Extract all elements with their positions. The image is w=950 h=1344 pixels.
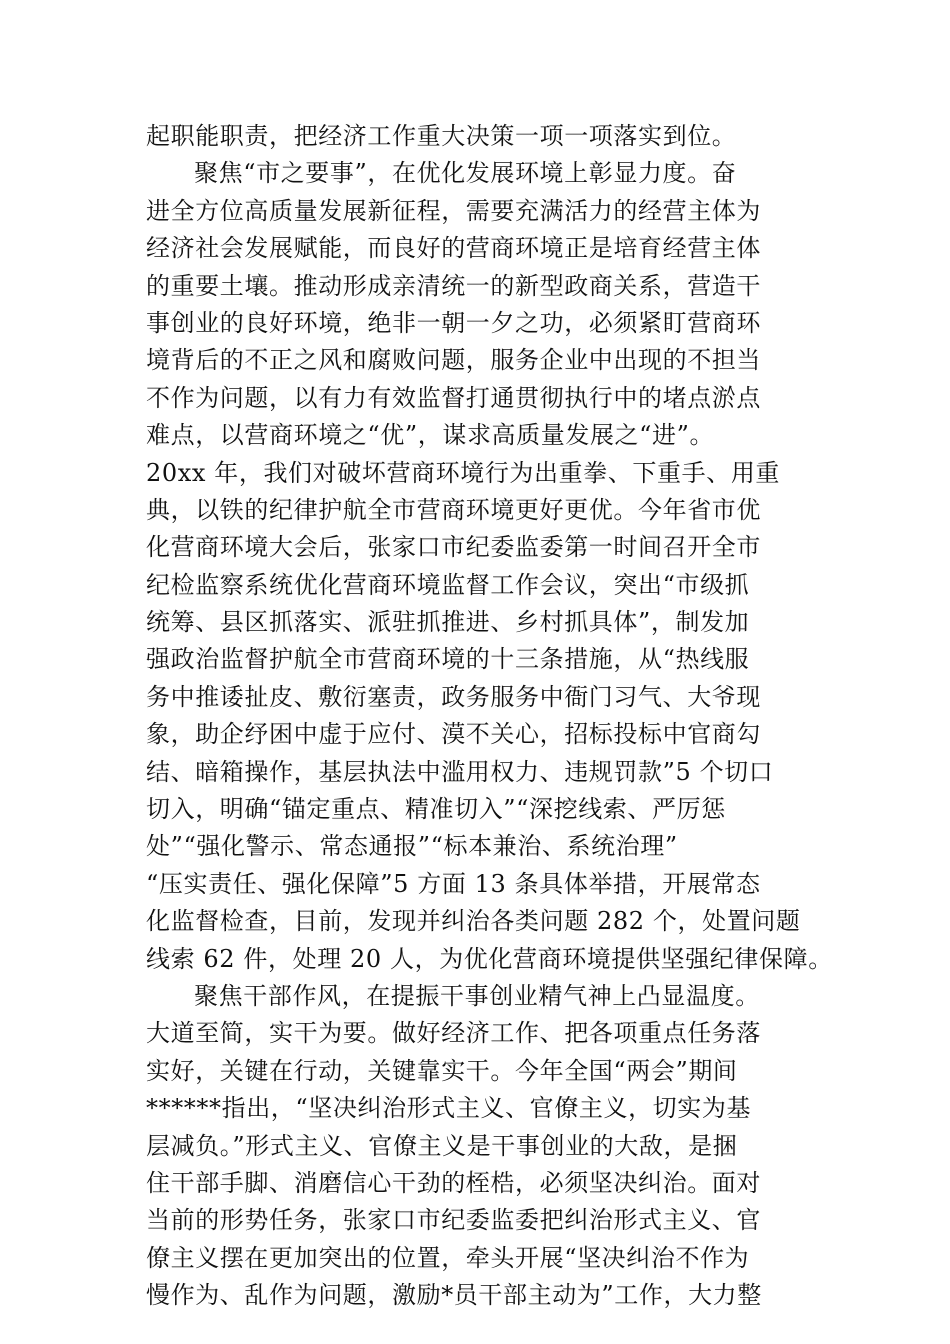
text-line: 处”“强化警示、常态通报”“标本兼治、系统治理” [146,832,678,861]
text-line: 统筹、县区抓落实、派驻抓推进、乡村抓具体”，制发加 [146,608,750,637]
text-line: 大道至简，实干为要。做好经济工作、把各项重点任务落 [146,1019,761,1048]
text-line: 结、暗箱操作，基层执法中滥用权力、违规罚款”5 个切口 [146,757,774,786]
paragraph-start-line: 聚焦“市之要事”，在优化发展环境上彰显力度。奋 [194,159,737,188]
text-line: 不作为问题，以有力有效监督打通贯彻执行中的堵点淤点 [146,383,761,412]
paragraph-start-line: 聚焦干部作风，在提振干事创业精气神上凸显温度。 [194,981,760,1010]
text-line: 化监督检查，目前，发现并纠治各类问题 282 个，处置问题 [146,907,801,936]
text-line: 切入，明确“锚定重点、精准切入”“深挖线索、严厉惩 [146,795,726,824]
text-line: 实好，关键在行动，关键靠实干。今年全国“两会”期间 [146,1056,738,1085]
text-line: 难点，以营商环境之“优”，谋求高质量发展之“进”。 [146,421,715,450]
text-line: 经济社会发展赋能，而良好的营商环境正是培育经营主体 [146,234,761,263]
text-line: 线索 62 件，处理 20 人，为优化营商环境提供坚强纪律保障。 [146,944,833,973]
text-line: 化营商环境大会后，张家口市纪委监委第一时间召开全市 [146,533,761,562]
text-line: 层减负。”形式主义、官僚主义是干事创业的大敌，是捆 [146,1131,738,1160]
text-line: 强政治监督护航全市营商环境的十三条措施，从“热线服 [146,645,750,674]
text-line: 象，助企纾困中虚于应付、漠不关心，招标投标中官商勾 [146,720,761,749]
text-line: 当前的形势任务，张家口市纪委监委把纠治形式主义、官 [146,1206,761,1235]
text-line: 20xx 年，我们对破坏营商环境行为出重拳、下重手、用重 [146,458,781,487]
text-line: 典，以铁的纪律护航全市营商环境更好更优。今年省市优 [146,495,761,524]
text-line: 事创业的良好环境，绝非一朝一夕之功，必须紧盯营商环 [146,308,761,337]
text-line: 务中推诿扯皮、敷衍塞责，政务服务中衙门习气、大爷现 [146,682,761,711]
document-body [146,118,836,1315]
text-line: 进全方位高质量发展新征程，需要充满活力的经营主体为 [146,196,761,225]
text-line: 僚主义摆在更加突出的位置，牵头开展“坚决纠治不作为 [146,1243,750,1272]
text-line: “压实责任、强化保障”5 方面 13 条具体举措，开展常态 [146,869,761,898]
text-line: ******指出，“坚决纠治形式主义、官僚主义，切实为基 [146,1094,752,1123]
text-line: 起职能职责，把经济工作重大决策一项一项落实到位。 [146,122,737,150]
text-line: 住干部手脚、消磨信心干劲的桎梏，必须坚决纠治。面对 [146,1168,761,1197]
text-line: 境背后的不正之风和腐败问题，服务企业中出现的不担当 [146,346,761,375]
text-line: 纪检监察系统优化营商环境监督工作会议，突出“市级抓 [146,570,750,599]
text-line: 的重要土壤。推动形成亲清统一的新型政商关系，营造干 [146,271,761,300]
text-line: 慢作为、乱作为问题，激励*员干部主动为”工作，大力整 [146,1281,762,1310]
